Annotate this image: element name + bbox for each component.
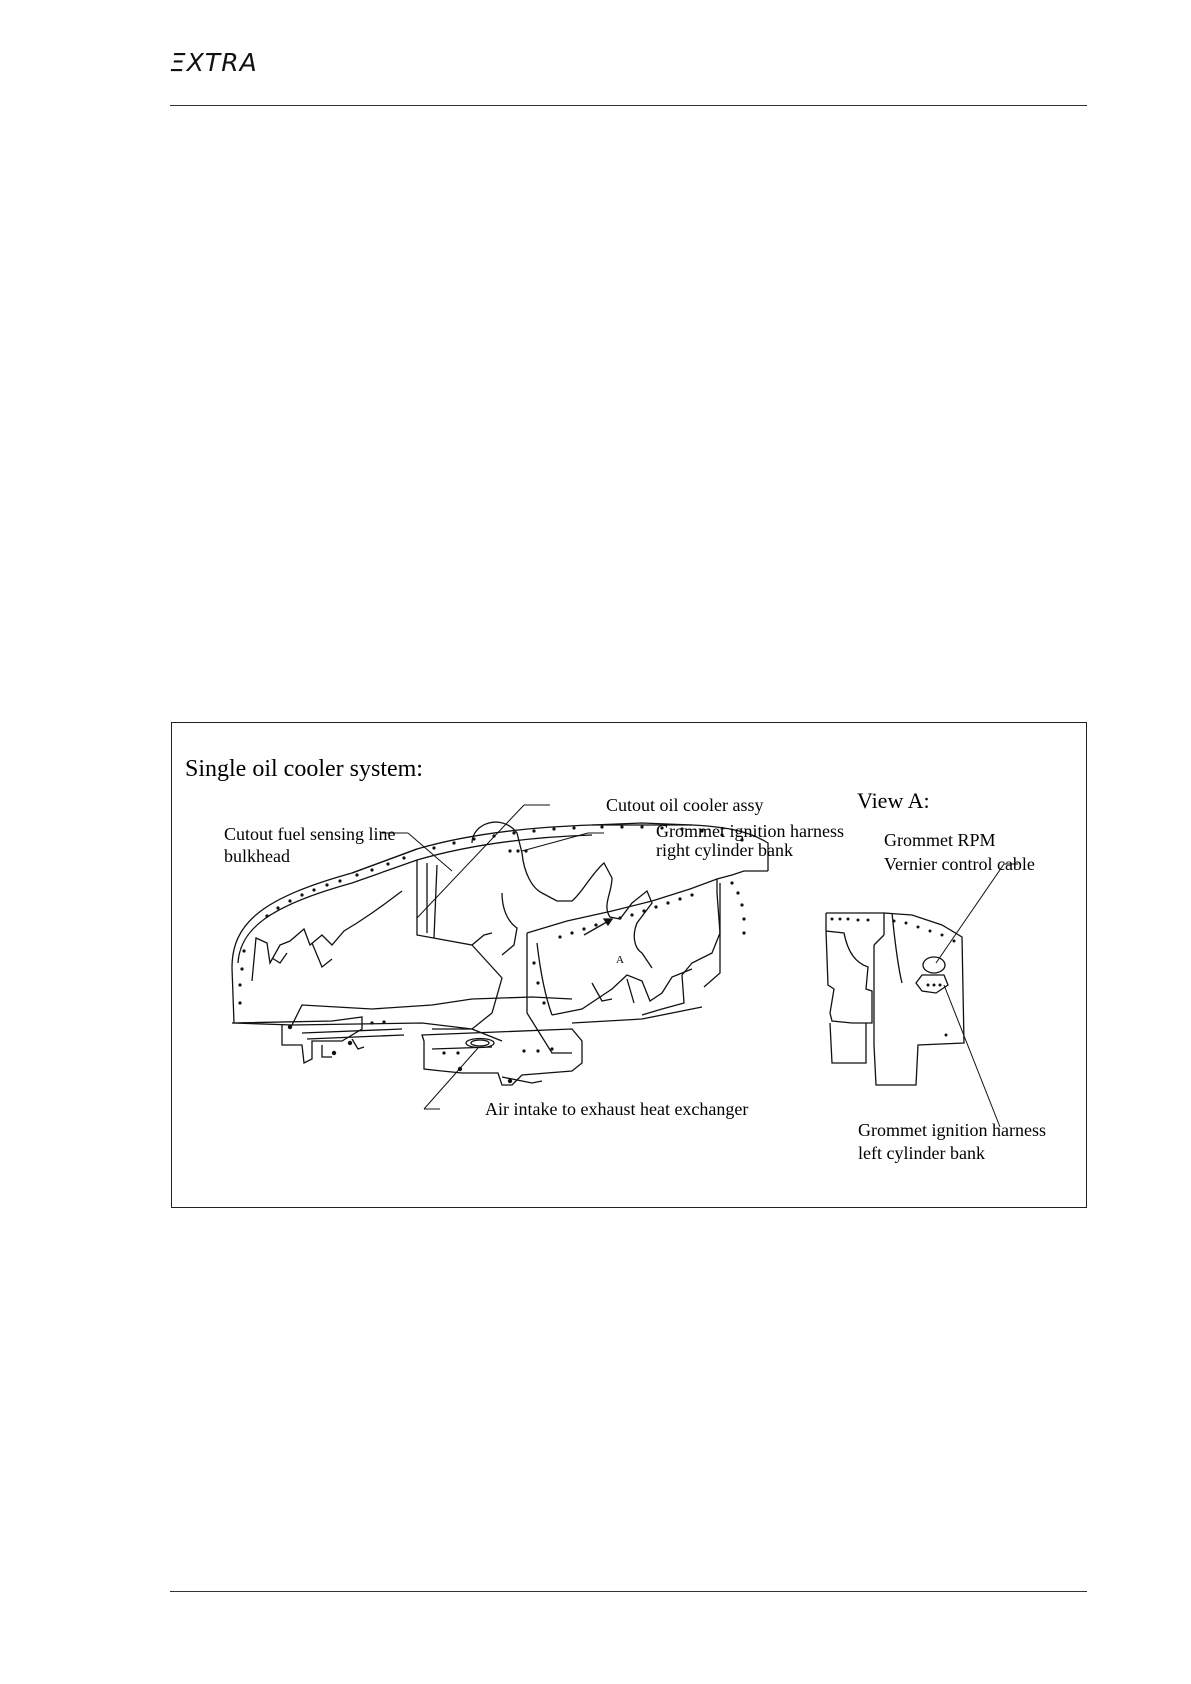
figure-frame (171, 722, 1087, 1208)
label-fuel-sensing-line: Cutout fuel sensing line (224, 824, 396, 844)
view-a-detail (826, 913, 964, 1085)
figure-title: Single oil cooler system: (185, 756, 423, 782)
label-rpm-grommet: Grommet RPM (884, 830, 996, 850)
view-a-arrow (584, 919, 612, 935)
main-baffle-assembly (232, 822, 768, 1085)
label-grommet-left-2: left cylinder bank (858, 1143, 985, 1163)
extra-logo: ΞXTRA (170, 48, 258, 77)
view-a-marker: A (616, 954, 624, 966)
leader-lines (382, 805, 604, 1109)
footer-rule (170, 1591, 1087, 1592)
label-grommet-left-1: Grommet ignition harness (858, 1120, 1046, 1140)
header-rule (170, 105, 1087, 106)
label-fuel-sensing-bulkhead: bulkhead (224, 846, 290, 866)
label-grommet-right-2: right cylinder bank (656, 840, 793, 860)
label-air-intake: Air intake to exhaust heat exchanger (485, 1099, 749, 1119)
label-oil-cooler-cutout: Cutout oil cooler assy (606, 795, 764, 815)
view-a-title: View A: (857, 788, 930, 813)
label-grommet-right-1: Grommet ignition harness (656, 821, 844, 841)
view-a-rivets (831, 918, 956, 1037)
rivet-holes (238, 825, 745, 1083)
view-a-leaders (936, 864, 1018, 1127)
label-rpm-vernier: Vernier control cable (884, 854, 1035, 874)
